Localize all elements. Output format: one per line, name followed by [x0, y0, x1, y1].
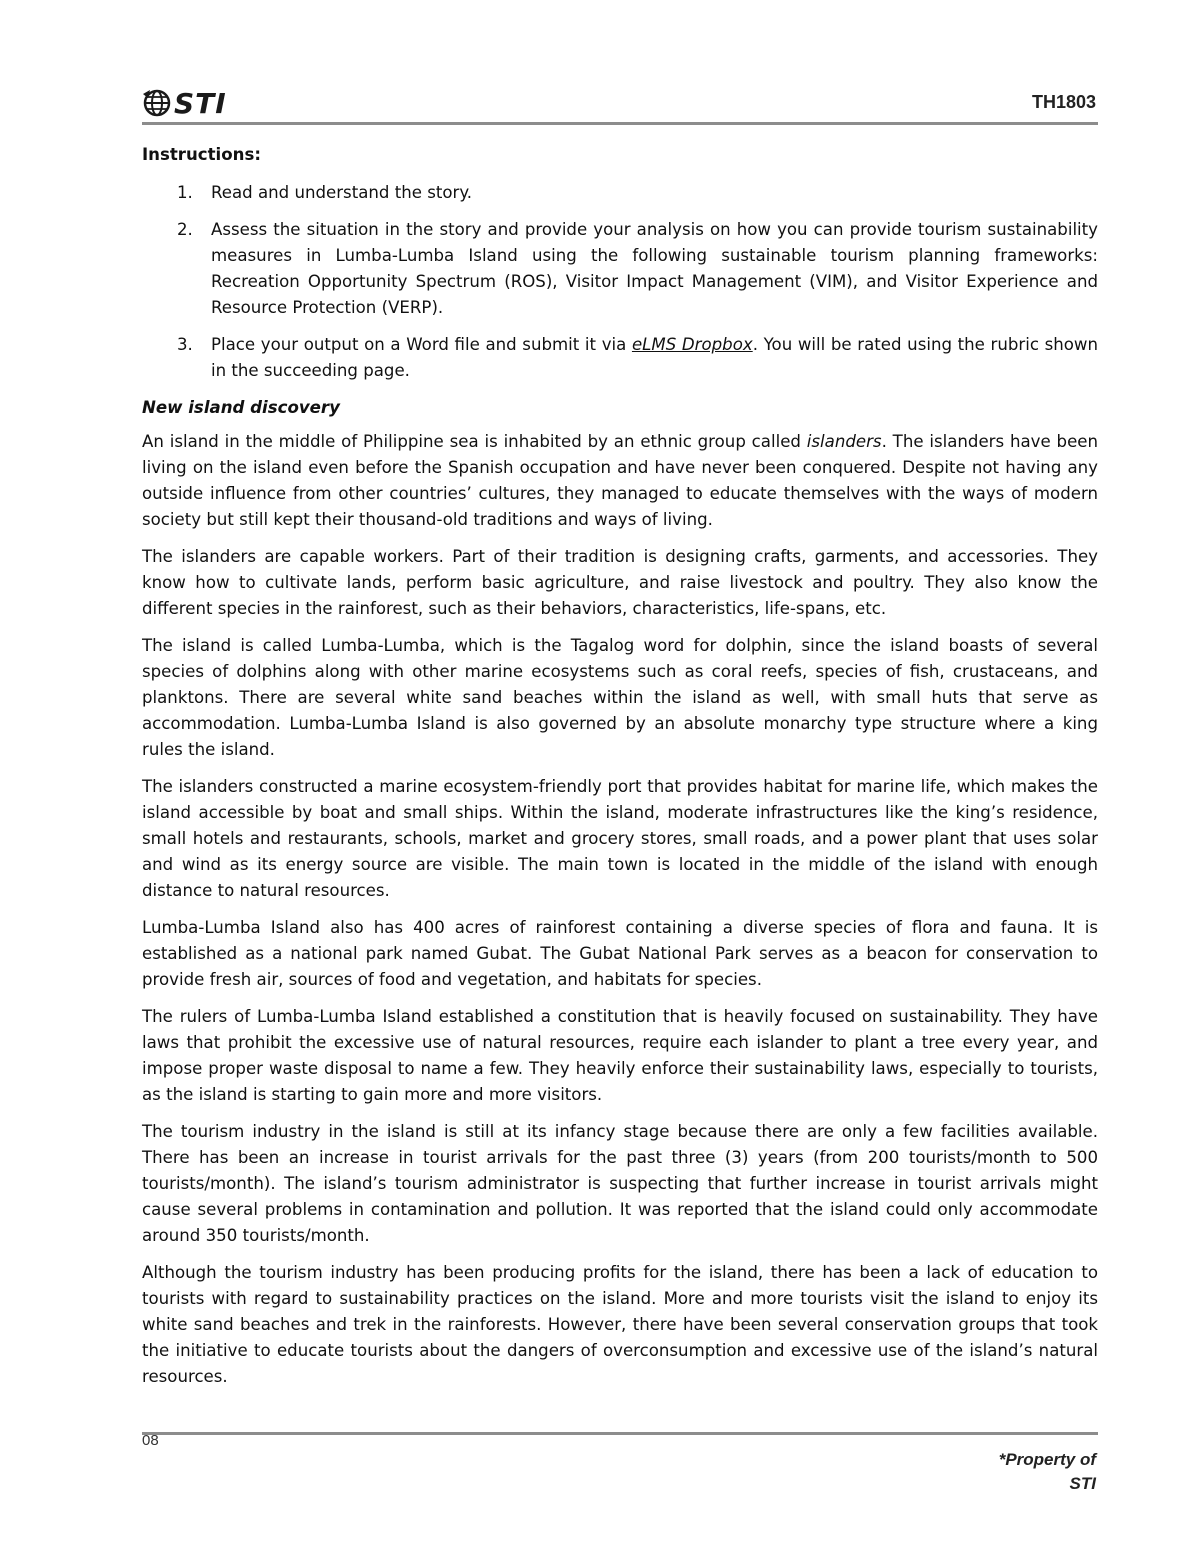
document-code: TH1803 — [1031, 92, 1096, 112]
header-divider — [142, 122, 1098, 125]
story-paragraph: The rulers of Lumba-Lumba Island established a constitution that is heavily focused on sustainability. They have laws that prohibit the excessive use of natural resources, require each islander to plant a tree every year, and impose proper waste disposal to name a few. They heavily enforce their sustainability laws, especially to tourists, as the island is starting to gain more and more visitors. — [142, 1007, 1098, 1104]
sti-logo — [142, 86, 227, 120]
story-paragraph: The tourism industry in the island is still at its infancy stage because there are only a few facilities available. There has been an increase in tourist arrivals for the past three (3) years (from 200 tourists/month to 500 tourists/month). The island’s tourism administrator is suspecting that further increase in tourist arrivals might cause several problems in contamination and pollution. It was reported that the island could only accommodate around 350 tourists/month. — [142, 1122, 1098, 1245]
logo-text: STI — [174, 86, 227, 120]
story-paragraph: The islanders constructed a marine ecosystem-friendly port that provides habitat for marine life, which makes the island accessible by boat and small ships. Within the island, moderate infrastructures like the king’s residence, small hotels and restaurants, schools, market and grocery stores, small roads, and a power plant that uses solar and wind as its energy source are visible. The main town is located in the middle of the island with enough distance to natural resources. — [142, 777, 1098, 900]
emphasis-text: islanders — [806, 432, 882, 451]
instructions-list — [142, 180, 1098, 384]
property-notice-line2: STI — [1069, 1474, 1096, 1493]
property-notice-line1: *Property of — [998, 1450, 1096, 1469]
paragraph-text: . The islanders have been living on the island even before the Spanish occupation and have never been conquered. Despite not having any outside influence from other countries’ cultures, they managed to educate themselves with the ways of modern society but still kept their thousand-old traditions and ways of living. — [142, 432, 1099, 529]
instruction-item — [142, 180, 1098, 206]
instruction-number: 3. — [177, 335, 193, 354]
instruction-number: 2. — [177, 220, 193, 239]
instructions-heading: Instructions: — [142, 145, 261, 164]
instruction-text: Assess the situation in the story and provide your analysis on how you can provide tourism sustainability measures in Lumba-Lumba Island using the following sustainable tourism planning frameworks: Recreation Opportunity Spectrum (ROS), Visitor Impact Management (VIM), and Visitor Experience and Resource Protection (VERP). — [211, 220, 1098, 317]
page-number — [142, 1432, 202, 1453]
story-paragraph: The islanders are capable workers. Part of their tradition is designing crafts, garments, and accessories. They know how to cultivate lands, perform basic agriculture, and raise livestock and poultry. They also know the different species in the rainforest, such as their behaviors, characteristics, life-spans, etc. — [142, 547, 1098, 618]
instruction-text: . You will be rated using the rubric shown in the succeeding page. — [211, 335, 1098, 380]
document-body — [142, 140, 1098, 1401]
story-paragraph: Lumba-Lumba Island also has 400 acres of rainforest containing a diverse species of flora and fauna. It is established as a national park named Gubat. The Gubat National Park serves as a beacon for conservation to provide fresh air, sources of food and vegetation, and habitats for species. — [142, 918, 1098, 989]
instruction-number: 1. — [177, 183, 193, 202]
story-paragraph — [142, 429, 1098, 533]
instruction-text: Read and understand the story. — [211, 183, 473, 202]
story-paragraph: The island is called Lumba-Lumba, which is the Tagalog word for dolphin, since the island boasts of several species of dolphins along with other marine ecosystems such as coral reefs, species of fish, crustaceans, and planktons. There are several white sand beaches within the island as well, with small huts that serve as accommodation. Lumba-Lumba Island is also governed by an absolute monarchy type structure where a king rules the island. — [142, 636, 1098, 759]
paragraph-text: An island in the middle of Philippine sea is inhabited by an ethnic group called — [142, 432, 807, 451]
elms-dropbox-link[interactable]: eLMS Dropbox — [631, 335, 753, 354]
story-title: New island discovery — [142, 398, 340, 417]
page-header — [142, 84, 1098, 122]
globe-logo-icon — [142, 88, 172, 118]
instruction-text: Place your output on a Word file and submit it via — [211, 335, 632, 354]
page-number-text: 08 — [142, 1432, 159, 1449]
property-notice — [998, 1448, 1096, 1493]
instruction-item — [142, 217, 1098, 321]
story-paragraph: Although the tourism industry has been producing profits for the island, there has been a lack of education to tourists with regard to sustainability practices on the island. More and more tourists visit the island to enjoy its white sand beaches and trek in the rainforests. However, there have been several conservation groups that took the initiative to educate tourists about the dangers of overconsumption and excessive use of the island’s natural resources. — [142, 1263, 1098, 1386]
instruction-item — [142, 332, 1098, 384]
footer-divider — [142, 1432, 1098, 1435]
